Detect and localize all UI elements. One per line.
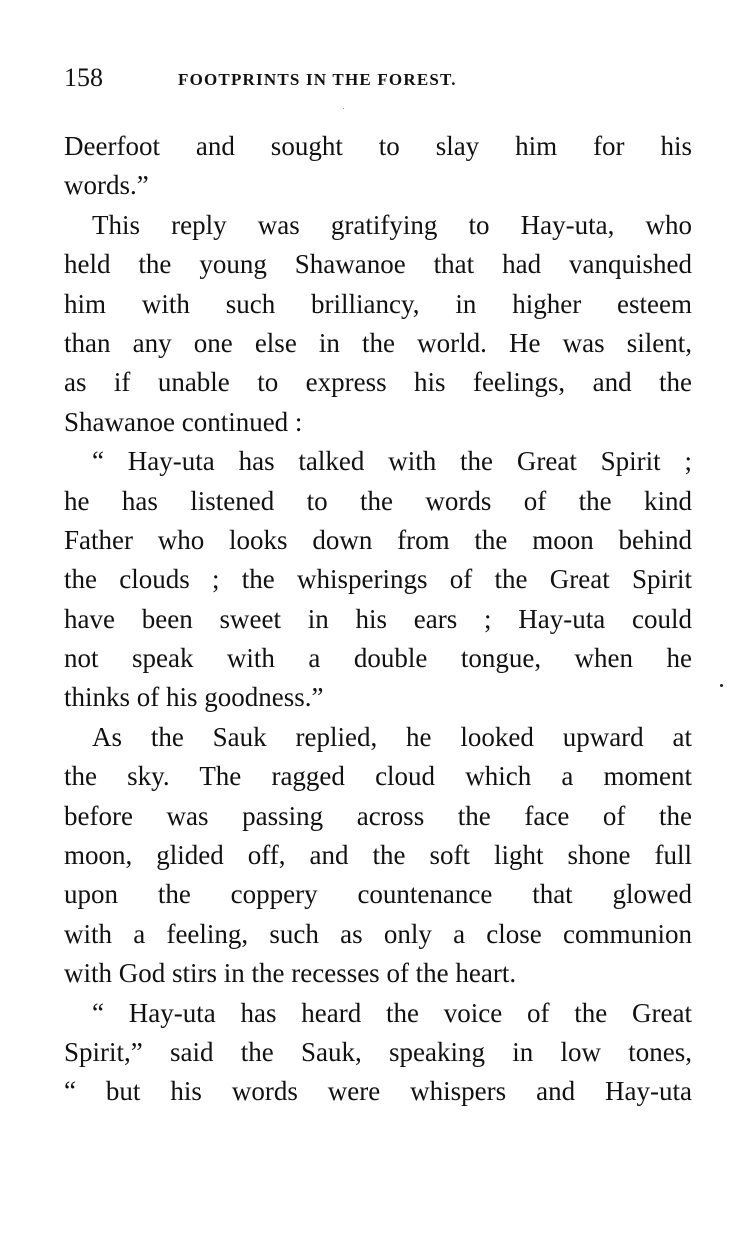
text-line: as if unable to express his feelings, and the	[64, 367, 692, 398]
body-text	[64, 127, 692, 1112]
text-line: moon, glided off, and the soft light shone full	[64, 840, 692, 871]
text-line: thinks of his goodness.”	[64, 682, 324, 713]
text-line: before was passing across the face of the	[64, 800, 692, 831]
page-number: 158	[64, 63, 103, 92]
text-line: with a feeling, such as only a close communion	[64, 918, 692, 949]
print-speck	[720, 684, 723, 687]
text-line: “ but his words were whispers and Hay-uta	[64, 1076, 692, 1107]
text-line: have been sweet in his ears ; Hay-uta could	[64, 603, 692, 634]
text-line: Shawanoe continued :	[64, 406, 303, 437]
text-line: he has listened to the words of the kind	[64, 485, 692, 516]
text-line: “ Hay-uta has talked with the Great Spirit ;	[92, 446, 692, 477]
text-line: “ Hay-uta has heard the voice of the Great	[92, 997, 692, 1028]
print-speck	[343, 108, 344, 109]
text-line: This reply was gratifying to Hay-uta, who	[92, 209, 692, 240]
text-line: As the Sauk replied, he looked upward at	[92, 721, 692, 752]
text-line: Spirit,” said the Sauk, speaking in low tones,	[64, 1036, 692, 1067]
text-line: held the young Shawanoe that had vanquished	[64, 249, 692, 280]
text-line: him with such brilliancy, in higher esteem	[64, 288, 692, 319]
text-line: words.”	[64, 170, 149, 201]
text-line: than any one else in the world. He was silent,	[64, 327, 692, 358]
text-line: Deerfoot and sought to slay him for his	[64, 131, 692, 161]
text-line: upon the coppery countenance that glowed	[64, 879, 692, 910]
page-header	[64, 60, 692, 100]
running-title: FOOTPRINTS IN THE FOREST.	[178, 70, 457, 89]
text-line: Father who looks down from the moon behind	[64, 524, 692, 555]
text-line: the clouds ; the whisperings of the Great Spirit	[64, 564, 692, 595]
text-line: the sky. The ragged cloud which a moment	[64, 761, 692, 792]
text-line: with God stirs in the recesses of the heart.	[64, 958, 517, 989]
text-line: not speak with a double tongue, when he	[64, 643, 692, 674]
